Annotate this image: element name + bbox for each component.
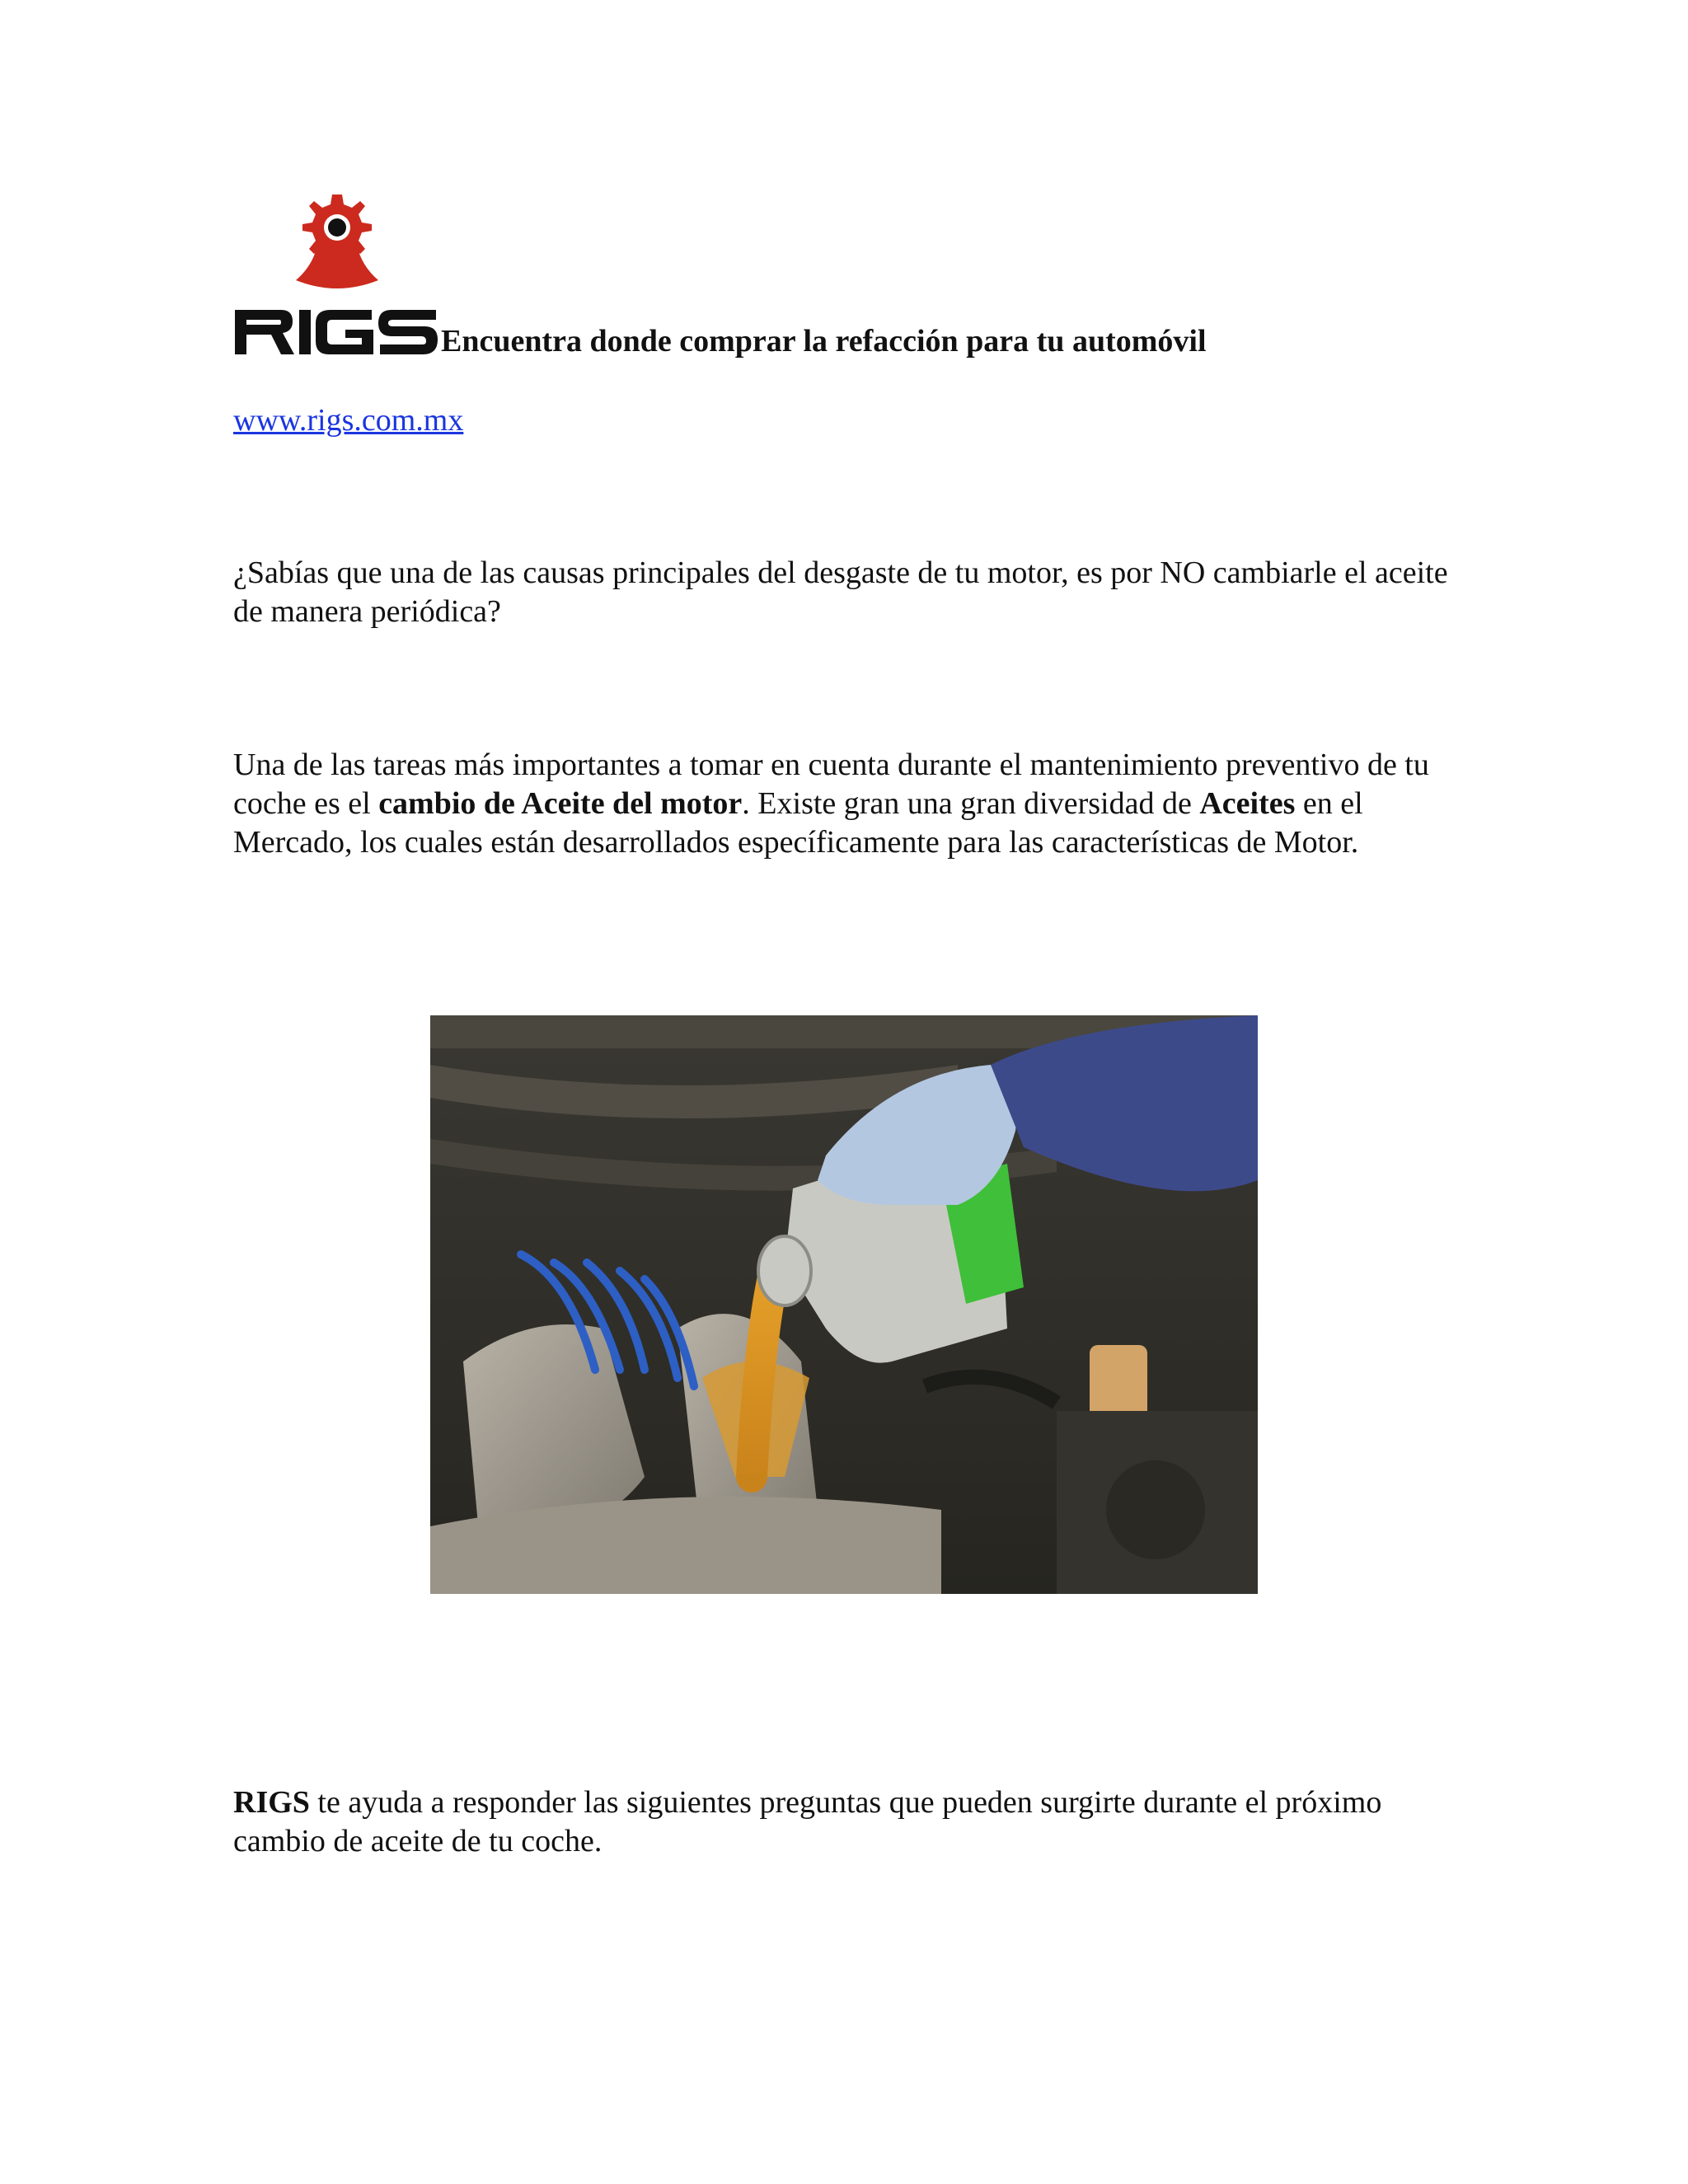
text-segment: te ayuda a responder las siguientes preguntas que pueden surgirte durante el próximo cambio de aceite de tu coche. bbox=[233, 1785, 1382, 1858]
text-segment: . Existe gran una gran diversidad de bbox=[742, 786, 1200, 821]
rigs-logo bbox=[233, 188, 439, 361]
oil-change-photo bbox=[430, 1015, 1258, 1594]
brand-name: RIGS bbox=[233, 1785, 310, 1820]
header bbox=[233, 188, 1470, 369]
bold-segment: cambio de Aceite del motor bbox=[378, 786, 743, 821]
closing-paragraph bbox=[233, 1783, 1461, 1861]
text-segment: en el Mercado, los cuales están desarrollados específicamente para las características de Motor. bbox=[233, 786, 1363, 860]
maintenance-paragraph bbox=[233, 746, 1461, 862]
engine-illustration bbox=[430, 1015, 1258, 1594]
gear-icon bbox=[288, 188, 387, 295]
website-link[interactable]: www.rigs.com.mx bbox=[233, 403, 464, 438]
page-title: Encuentra donde comprar la refacción para tu automóvil bbox=[441, 324, 1207, 359]
rigs-wordmark bbox=[233, 303, 439, 361]
text-segment: Una de las tareas más importantes a tomar en cuenta durante el mantenimiento preventivo de tu coche es el bbox=[233, 748, 1429, 821]
intro-paragraph: ¿Sabías que una de las causas principales del desgaste de tu motor, es por NO cambiarle el aceite de manera periódica? bbox=[233, 555, 1448, 629]
bold-segment: Aceites bbox=[1199, 786, 1296, 821]
